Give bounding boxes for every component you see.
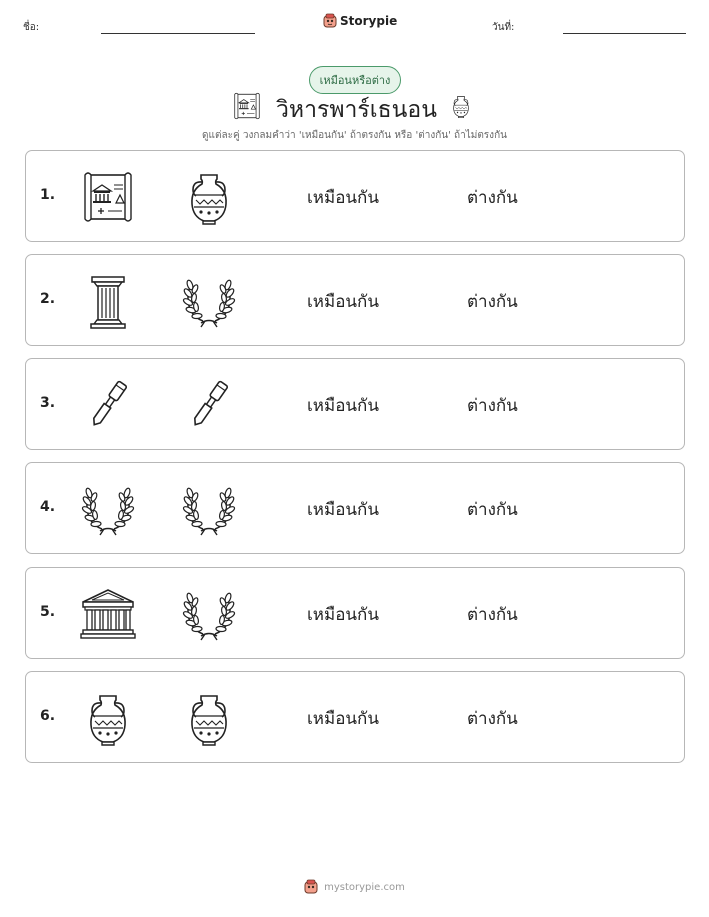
date-label: วันที่: xyxy=(492,22,515,33)
storypie-logo-icon xyxy=(323,13,337,29)
question-number: 2. xyxy=(40,291,56,307)
question-number: 1. xyxy=(40,187,56,203)
laurel-wreath-icon xyxy=(179,479,239,539)
footer-site: mystorypie.com xyxy=(324,881,405,893)
question-row xyxy=(25,462,685,554)
brand xyxy=(323,13,397,29)
instructions: ดูแต่ละคู่ วงกลมคำว่า 'เหมือนกัน' ถ้าตรงกัน หรือ 'ต่างกัน' ถ้าไม่ตรงกัน xyxy=(202,130,507,141)
same-option[interactable]: เหมือนกัน xyxy=(307,709,379,729)
parthenon-temple-icon xyxy=(78,584,138,644)
worksheet-header xyxy=(0,0,709,50)
question-row xyxy=(25,358,685,450)
amphora-icon xyxy=(78,688,138,748)
amphora-icon xyxy=(448,90,474,122)
same-option[interactable]: เหมือนกัน xyxy=(307,292,379,312)
question-row xyxy=(25,150,685,242)
question-number: 5. xyxy=(40,604,56,620)
question-row xyxy=(25,567,685,659)
laurel-wreath-icon xyxy=(179,584,239,644)
chisel-icon xyxy=(179,375,239,435)
column-icon xyxy=(78,271,138,331)
different-option[interactable]: ต่างกัน xyxy=(467,709,518,729)
different-option[interactable]: ต่างกัน xyxy=(467,292,518,312)
same-option[interactable]: เหมือนกัน xyxy=(307,500,379,520)
amphora-icon xyxy=(179,167,239,227)
different-option[interactable]: ต่างกัน xyxy=(467,188,518,208)
different-option[interactable]: ต่างกัน xyxy=(467,396,518,416)
name-line[interactable] xyxy=(101,33,255,34)
question-number: 3. xyxy=(40,395,56,411)
blueprint-icon xyxy=(231,90,263,122)
brand-name: Storypie xyxy=(340,14,398,28)
question-row xyxy=(25,254,685,346)
question-number: 4. xyxy=(40,499,56,515)
laurel-wreath-icon xyxy=(179,271,239,331)
date-line[interactable] xyxy=(563,33,686,34)
title-row xyxy=(0,90,709,126)
name-label: ชื่อ: xyxy=(23,22,40,33)
blueprint-icon xyxy=(78,167,138,227)
chisel-icon xyxy=(78,375,138,435)
topic-pill: เหมือนหรือต่าง xyxy=(309,66,401,94)
same-option[interactable]: เหมือนกัน xyxy=(307,188,379,208)
question-row xyxy=(25,671,685,763)
different-option[interactable]: ต่างกัน xyxy=(467,500,518,520)
page-title: วิหารพาร์เธนอน xyxy=(276,97,437,123)
footer xyxy=(0,879,709,895)
same-option[interactable]: เหมือนกัน xyxy=(307,605,379,625)
storypie-logo-icon xyxy=(304,879,318,895)
question-number: 6. xyxy=(40,708,56,724)
different-option[interactable]: ต่างกัน xyxy=(467,605,518,625)
amphora-icon xyxy=(179,688,239,748)
same-option[interactable]: เหมือนกัน xyxy=(307,396,379,416)
laurel-wreath-icon xyxy=(78,479,138,539)
